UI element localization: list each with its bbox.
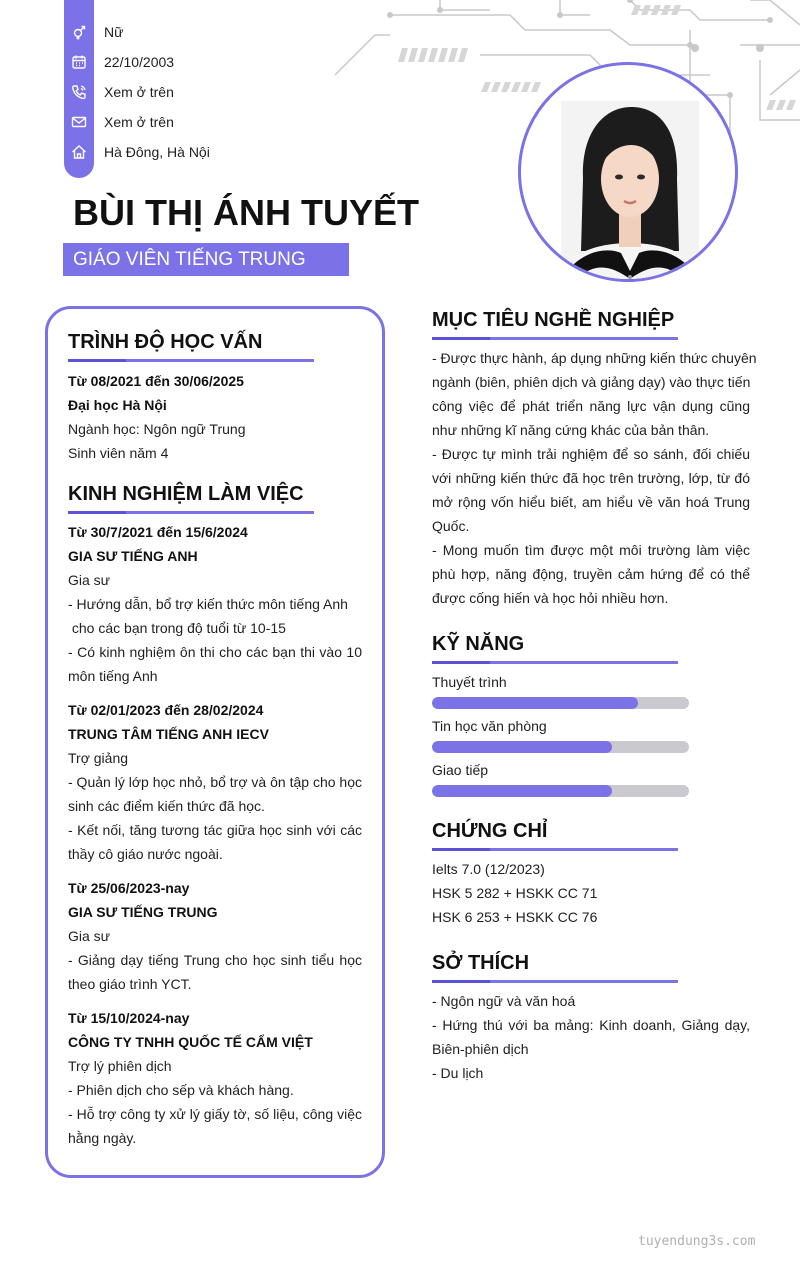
skill-bar bbox=[432, 697, 689, 709]
job-detail-line: sinh các điểm kiến thức đã học. bbox=[68, 798, 265, 814]
job-detail-line: thầy cô giáo nước ngoài. bbox=[68, 846, 223, 862]
job-detail-line: hằng ngày. bbox=[68, 1130, 137, 1146]
job-period: Từ 25/06/2023-nay bbox=[68, 880, 190, 896]
objective-line: công việc để phát triển năng lực vận dụng cũng bbox=[432, 398, 750, 414]
job-company: CÔNG TY TNHH QUỐC TẾ CẨM VIỆT bbox=[68, 1034, 313, 1050]
certificate-item: Ielts 7.0 (12/2023) bbox=[432, 861, 545, 877]
contact-email bbox=[64, 107, 174, 137]
phone-value: Xem ở trên bbox=[104, 84, 174, 100]
certificates-underline bbox=[432, 848, 678, 851]
job-company: GIA SƯ TIẾNG ANH bbox=[68, 548, 198, 564]
job-title-banner: GIÁO VIÊN TIẾNG TRUNG bbox=[63, 243, 349, 276]
job-position: Gia sư bbox=[68, 572, 111, 588]
skill-bar bbox=[432, 785, 689, 797]
profile-photo bbox=[518, 62, 738, 282]
education-underline bbox=[68, 359, 314, 362]
watermark: tuyendung3s.com bbox=[638, 1234, 756, 1249]
objective-line: với những kiến thức đã học trên trường, lớp, từ đó bbox=[432, 470, 750, 486]
job-detail-line: - Hỗ trợ công ty xử lý giấy tờ, số liệu, công việc bbox=[68, 1106, 362, 1122]
skill-bar bbox=[432, 741, 689, 753]
skill-label: Thuyết trình bbox=[432, 674, 507, 690]
job-position: Trợ giảng bbox=[68, 750, 129, 766]
education-school: Đại học Hà Nội bbox=[68, 397, 167, 413]
certificate-item: HSK 6 253 + HSKK CC 76 bbox=[432, 909, 598, 925]
contact-gender bbox=[64, 17, 123, 47]
hobby-line: - Ngôn ngữ và văn hoá bbox=[432, 993, 576, 1009]
home-icon bbox=[64, 137, 94, 167]
gender-icon bbox=[64, 17, 94, 47]
skills-underline bbox=[432, 661, 678, 664]
address-value: Hà Đông, Hà Nội bbox=[104, 144, 210, 160]
hobbies-underline bbox=[432, 980, 678, 983]
objective-line: được cống hiến và học hỏi nhiều hơn. bbox=[432, 590, 669, 606]
job-detail-line: theo giáo trình YCT. bbox=[68, 976, 192, 992]
job-position: Trợ lý phiên dịch bbox=[68, 1058, 172, 1074]
hobbies-heading: SỞ THÍCH bbox=[432, 952, 530, 974]
certificate-item: HSK 5 282 + HSKK CC 71 bbox=[432, 885, 598, 901]
candidate-name: BÙI THỊ ÁNH TUYẾT bbox=[73, 192, 419, 233]
job-company: GIA SƯ TIẾNG TRUNG bbox=[68, 904, 218, 920]
skill-bar-fill bbox=[432, 741, 612, 753]
education-note: Sinh viên năm 4 bbox=[68, 445, 169, 461]
objective-line: - Mong muốn tìm được một môi trường làm việc bbox=[432, 542, 750, 558]
certificates-heading: CHỨNG CHỈ bbox=[432, 820, 548, 842]
job-detail-line: - Có kinh nghiệm ôn thi cho các bạn thi vào 10 bbox=[68, 644, 362, 660]
contact-address bbox=[64, 137, 210, 167]
objective-heading: MỤC TIÊU NGHỀ NGHIỆP bbox=[432, 309, 675, 331]
contact-phone bbox=[64, 77, 174, 107]
portrait-image bbox=[561, 101, 699, 282]
email-value: Xem ở trên bbox=[104, 114, 174, 130]
objective-line: Quốc. bbox=[432, 518, 470, 534]
education-heading: TRÌNH ĐỘ HỌC VẤN bbox=[68, 331, 263, 353]
job-detail-line: cho các bạn trong độ tuổi từ 10-15 bbox=[68, 620, 286, 636]
calendar-icon bbox=[64, 47, 94, 77]
objective-line: ngành (biên, phiên dịch và giảng dạy) vào thực tiến bbox=[432, 374, 751, 390]
job-period: Từ 02/01/2023 đến 28/02/2024 bbox=[68, 702, 264, 718]
objective-line: - Được thực hành, áp dụng những kiến thức chuyên bbox=[432, 350, 757, 366]
education-period: Từ 08/2021 đến 30/06/2025 bbox=[68, 373, 244, 389]
objective-underline bbox=[432, 337, 678, 340]
objective-line: phù hợp, năng động, truyền cảm hứng để có thể bbox=[432, 566, 750, 582]
job-detail-line: môn tiếng Anh bbox=[68, 668, 158, 684]
contact-dob bbox=[64, 47, 174, 77]
job-period: Từ 30/7/2021 đến 15/6/2024 bbox=[68, 524, 248, 540]
job-detail-line: - Hướng dẫn, bổ trợ kiến thức môn tiếng Anh bbox=[68, 596, 348, 612]
job-company: TRUNG TÂM TIẾNG ANH IECV bbox=[68, 726, 269, 742]
objective-line: như những kĩ năng cứng khác của bản thân. bbox=[432, 422, 710, 438]
objective-line: - Được tự mình trải nghiệm để so sánh, đối chiếu bbox=[432, 446, 750, 462]
skill-bar-fill bbox=[432, 785, 612, 797]
skill-bar-fill bbox=[432, 697, 638, 709]
skill-label: Giao tiếp bbox=[432, 762, 489, 778]
phone-icon bbox=[64, 77, 94, 107]
job-detail-line: - Kết nối, tăng tương tác giữa học sinh với các bbox=[68, 822, 362, 838]
hobby-line: - Du lịch bbox=[432, 1065, 484, 1081]
job-detail-line: - Phiên dịch cho sếp và khách hàng. bbox=[68, 1082, 294, 1098]
job-period: Từ 15/10/2024-nay bbox=[68, 1010, 190, 1026]
dob-value: 22/10/2003 bbox=[104, 54, 175, 70]
education-major: Ngành học: Ngôn ngữ Trung bbox=[68, 421, 246, 437]
experience-underline bbox=[68, 511, 314, 514]
hobby-line: Biên-phiên dịch bbox=[432, 1041, 529, 1057]
job-detail-line: - Giảng dạy tiếng Trung cho học sinh tiểu học bbox=[68, 952, 362, 968]
hobby-line: - Hứng thú với ba mảng: Kinh doanh, Giảng dạy, bbox=[432, 1017, 750, 1033]
experience-heading: KINH NGHIỆM LÀM VIỆC bbox=[68, 483, 304, 505]
skills-heading: KỸ NĂNG bbox=[432, 633, 525, 655]
job-detail-line: - Quản lý lớp học nhỏ, bổ trợ và ôn tập cho học bbox=[68, 774, 362, 790]
gender-value: Nữ bbox=[104, 24, 124, 40]
objective-line: mở rộng vốn hiểu biết, am hiểu về văn hoá Trung bbox=[432, 494, 750, 510]
mail-icon bbox=[64, 107, 94, 137]
job-position: Gia sư bbox=[68, 928, 111, 944]
skill-label: Tin học văn phòng bbox=[432, 718, 547, 734]
